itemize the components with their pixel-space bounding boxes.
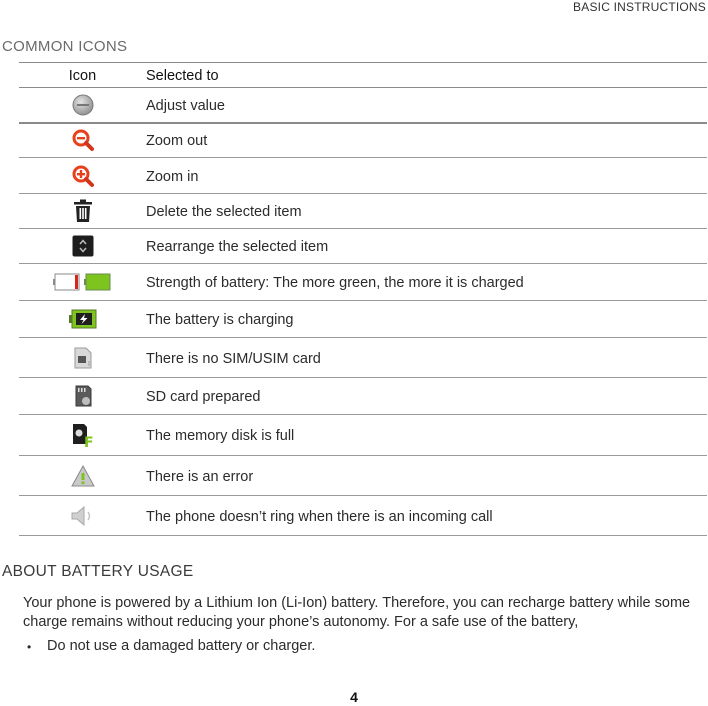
table-cell: SD card prepared [146,378,707,415]
battery-charging-icon [69,308,97,330]
table-cell: There is an error [146,456,707,496]
table-cell: The battery is charging [146,301,707,338]
svg-text:F: F [83,435,94,448]
table-row [19,229,707,264]
column-header-selected-to: Selected to [146,63,707,88]
battery-usage-paragraph: Your phone is powered by a Lithium Ion (Li-Ion) battery. Therefore, you can recharge battery while some charge remains without reducing your phone’s autonomy. For a safe use of the battery, [23,595,691,630]
table-row [19,496,707,536]
table-row [19,88,707,123]
table-row [19,264,707,301]
table-row [19,338,707,378]
table-row [19,301,707,338]
table-cell: The phone doesn’t ring when there is an incoming call [146,496,707,536]
bullet-marker: • [27,640,32,654]
table-row [19,194,707,229]
battery-strength-icon [53,271,113,293]
sd-card-icon [73,385,93,407]
table-cell: Strength of battery: The more green, the more it is charged [146,264,707,301]
table-row [19,415,707,456]
table-cell: Zoom in [146,158,707,194]
table-row [19,456,707,496]
no-sim-icon [73,347,93,369]
bullet-item: Do not use a damaged battery or charger. [47,638,316,654]
zoom-in-icon [71,164,95,188]
error-icon [71,465,95,487]
page-number: 4 [350,689,358,705]
common-icons-title: COMMON ICONS [2,38,128,55]
table-row [19,158,707,194]
table-header-row [19,63,707,88]
table-cell: There is no SIM/USIM card [146,338,707,378]
rearrange-icon [72,235,94,257]
table-row [19,378,707,415]
column-header-icon: Icon [19,63,146,88]
memory-full-icon [70,422,96,448]
adjust-value-icon [72,94,94,116]
table-cell: Rearrange the selected item [146,229,707,264]
table-cell: Zoom out [146,123,707,158]
icons-table [19,62,707,536]
table-row [19,123,707,158]
table-cell: Delete the selected item [146,194,707,229]
table-cell: The memory disk is full [146,415,707,456]
zoom-out-icon [71,128,95,152]
section-header: BASIC INSTRUCTIONS [573,0,706,14]
trash-icon [72,199,94,223]
silent-ring-icon [69,505,97,527]
battery-usage-title: ABOUT BATTERY USAGE [2,563,194,580]
table-cell: Adjust value [146,88,707,123]
